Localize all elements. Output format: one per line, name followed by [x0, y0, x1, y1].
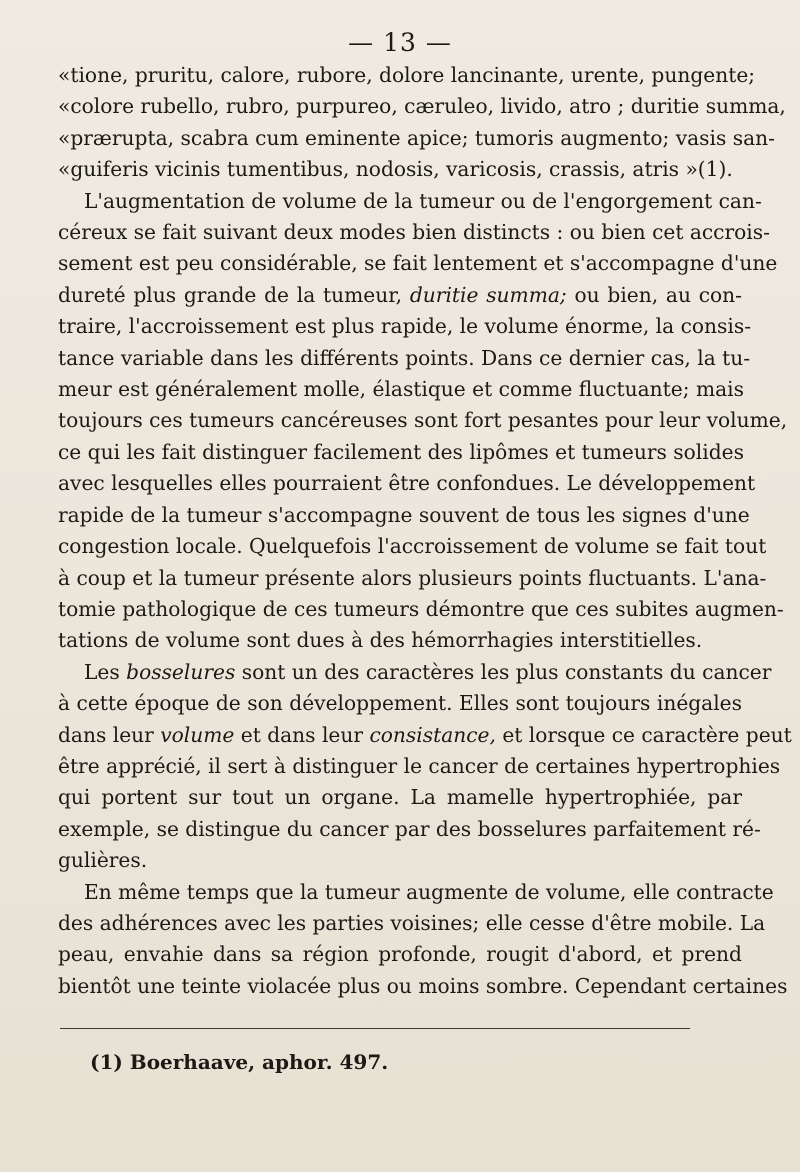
text-line	[58, 374, 742, 405]
text-run: «colore rubello, rubro, purpureo, cæruleo, livido, atro ; duritie summa,	[58, 94, 786, 119]
text-line	[58, 877, 774, 908]
text-run: sement est peu considérable, se fait lentement et s'accompagne d'une	[58, 251, 778, 276]
text-line	[58, 939, 742, 970]
text-run: «tione, pruritu, calore, rubore, dolore lancinante, urente, pungente;	[58, 63, 756, 87]
text-run: à cette époque de son développement. Elles sont toujours inégales	[58, 691, 742, 716]
text-run: dureté plus grande de la tumeur,	[58, 282, 410, 307]
text-run: toujours ces tumeurs cancéreuses sont fort pesantes pour leur volume,	[58, 408, 788, 433]
italic-text: bosselures	[126, 659, 236, 684]
text-run: à coup et la tumeur présente alors plusieurs points fluctuants. L'ana-	[58, 565, 767, 590]
footnote: (1) Boerhaave, aphor. 497.	[90, 1050, 389, 1074]
text-run: exemple, se distingue du cancer par des bosselures parfaitement ré-	[58, 816, 761, 841]
text-line	[58, 343, 751, 374]
text-line	[58, 845, 742, 876]
text-line	[58, 657, 772, 688]
text-run: Les	[84, 659, 127, 684]
text-run: et lorsque ce caractère peut	[495, 722, 792, 747]
text-run: traire, l'accroissement est plus rapide, le volume énorme, la consis-	[58, 314, 752, 339]
text-line	[58, 437, 742, 468]
text-line	[58, 908, 766, 939]
text-run: «guiferis vicinis tumentibus, nodosis, varicosis, crassis, atris »(1).	[58, 157, 733, 182]
text-line	[58, 971, 788, 1002]
text-line	[58, 594, 784, 625]
footnote-rule	[60, 1028, 690, 1029]
text-run: tance variable dans les différents points. Dans ce dernier cas, la tu-	[58, 345, 751, 370]
text-run: gulières.	[58, 848, 148, 873]
text-run: rapide de la tumeur s'accompagne souvent de tous les signes d'une	[58, 502, 750, 527]
text-run: sont un des caractères les plus constants du cancer	[235, 659, 772, 684]
text-run: congestion locale. Quelquefois l'accroissement de volume se fait tout	[58, 534, 767, 559]
text-run: ou bien, au con-	[566, 282, 743, 307]
text-line	[58, 280, 742, 311]
text-run: «prærupta, scabra cum eminente apice; tumoris augmento; vasis san-	[58, 125, 775, 150]
italic-text: consistance,	[369, 722, 496, 747]
text-line	[58, 468, 756, 499]
text-line	[58, 60, 756, 91]
body-text	[58, 60, 792, 1002]
text-line	[58, 405, 788, 436]
text-line	[58, 782, 742, 813]
text-line	[58, 91, 786, 122]
text-run: qui portent sur tout un organe. La mamelle hypertrophiée, par	[58, 785, 742, 810]
text-run: meur est généralement molle, élastique et comme fluctuante; mais	[58, 377, 744, 402]
text-run: peau, envahie dans sa région profonde, rougit d'abord, et prend	[58, 942, 742, 967]
text-line	[58, 814, 761, 845]
text-line	[58, 563, 767, 594]
text-line	[58, 720, 792, 751]
text-line	[58, 123, 775, 154]
text-run: des adhérences avec les parties voisines; elle cesse d'être mobile. La	[58, 910, 766, 935]
text-line	[58, 500, 750, 531]
text-line	[58, 248, 778, 279]
text-line	[58, 751, 781, 782]
text-run: dans leur	[58, 722, 161, 747]
text-line	[58, 531, 767, 562]
text-line	[58, 625, 742, 656]
italic-text: volume	[160, 722, 235, 747]
text-run: et dans leur	[234, 722, 370, 747]
text-run: ce qui les fait distinguer facilement des lipômes et tumeurs solides	[58, 439, 744, 464]
text-run: être apprécié, il sert à distinguer le cancer de certaines hypertrophies	[58, 753, 781, 778]
text-line	[58, 688, 742, 719]
text-line	[58, 186, 762, 217]
text-run: bientôt une teinte violacée plus ou moins sombre. Cependant certaines	[58, 973, 788, 998]
text-line	[58, 311, 752, 342]
page-number: — 13 —	[348, 28, 452, 57]
text-run: tomie pathologique de ces tumeurs démontre que ces subites augmen-	[58, 596, 784, 621]
text-line	[58, 154, 742, 185]
text-run: tations de volume sont dues à des hémorrhagies interstitielles.	[58, 628, 703, 653]
text-run: céreux se fait suivant deux modes bien distincts : ou bien cet accrois-	[58, 220, 770, 245]
text-run: En même temps que la tumeur augmente de volume, elle contracte	[84, 879, 774, 904]
text-line	[58, 217, 770, 248]
text-run: L'augmentation de volume de la tumeur ou de l'engorgement can-	[84, 188, 762, 213]
text-run: avec lesquelles elles pourraient être confondues. Le développement	[58, 471, 756, 496]
italic-text: duritie summa;	[409, 282, 567, 307]
